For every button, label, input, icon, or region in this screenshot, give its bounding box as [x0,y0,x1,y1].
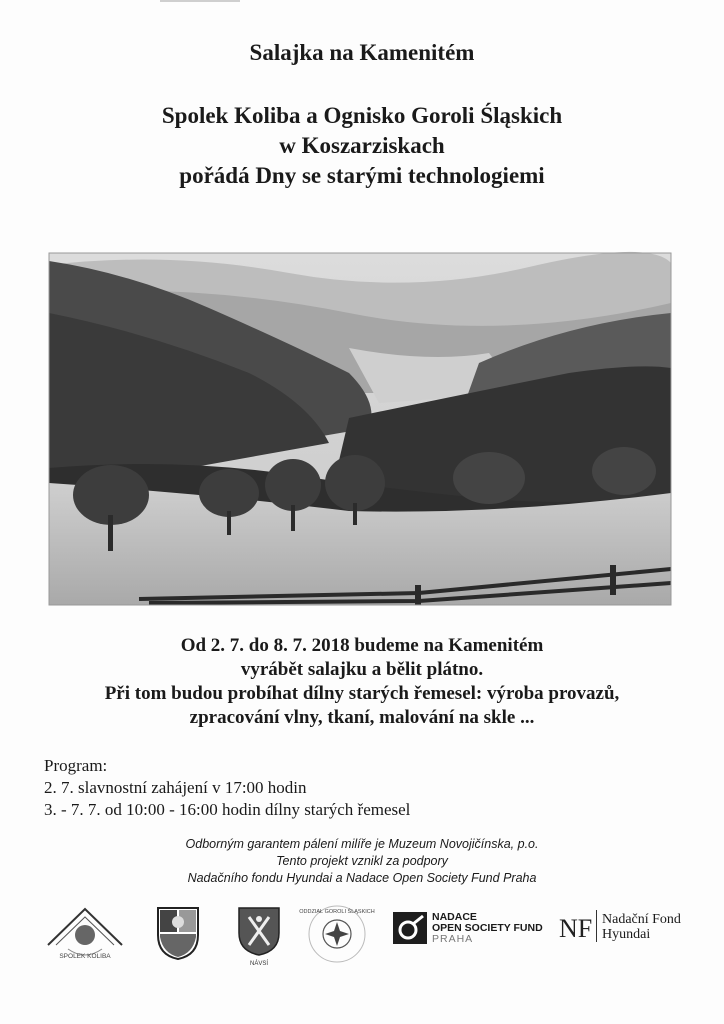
info-line-1: Od 2. 7. do 8. 7. 2018 budeme na Kamenitém [180,635,544,656]
program-section [44,755,410,821]
info-line-2: vyrábět salajku a bělit plátno. [240,659,484,680]
svg-text:ODDZIAŁ GOROLI ŚLĄSKICH: ODDZIAŁ GOROLI ŚLĄSKICH [299,909,375,915]
headline-line-2: w Koszarziskach [279,133,445,158]
osf-line-2: OPEN SOCIETY FUND [432,922,543,934]
headline-line-3: pořádá Dny se starými technologiemi [179,163,545,188]
svg-text:SPOLEK KOLIBA: SPOLEK KOLIBA [59,953,111,960]
info-line-4: zpracování vlny, tkaní, malování na skle ... [189,707,535,728]
credits-line-1: Odborným garantem pálení milíře je Muzeum Novojičínska, p.o. [185,837,539,851]
svg-text:NF: NF [559,914,593,943]
nf-divider [596,910,597,942]
headline-line-1: Spolek Koliba a Ognisko Goroli Śląskich [161,103,563,128]
osf-line-1: NADACE [432,911,477,923]
nf-hyundai-mark [557,912,593,942]
credits-line-3: Nadačního fondu Hyundai a Nadace Open Society Fund Praha [187,871,537,885]
landscape-photo [49,253,671,605]
osf-logo-text [432,912,543,945]
navsi-coat-of-arms-logo [235,905,283,967]
program-item-2: 3. - 7. 7. od 10:00 - 16:00 hodin dílny starých řemesel [44,800,411,819]
credits-line-2: Tento projekt vznikl za podpory [276,854,448,868]
osf-logo-icon [393,912,427,944]
info-line-3: Při tom budou probíhat dílny starých řemesel: výroba provazů, [104,683,620,704]
nf-hyundai-text [602,912,681,942]
program-heading: Program: [44,756,108,775]
poster-title: Salajka na Kamenitém [249,40,475,65]
nf-line-2: Hyundai [602,927,651,942]
scan-edge-mark [160,0,240,2]
coat-of-arms-logo [155,905,201,961]
svg-text:NÁVSÍ: NÁVSÍ [249,961,269,967]
nf-line-1: Nadační Fond [602,912,681,927]
ognisko-goroli-logo [299,903,375,965]
program-item-1: 2. 7. slavnostní zahájení v 17:00 hodin [44,778,307,797]
credits [0,836,724,887]
osf-line-3: PRAHA [432,933,474,945]
event-info [0,634,724,730]
spolek-koliba-logo [44,905,126,961]
